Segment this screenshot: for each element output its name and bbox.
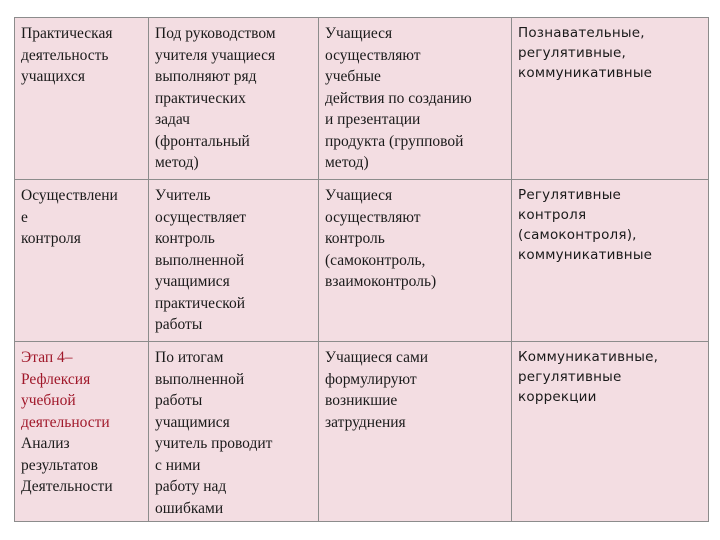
cell-line: коммуникативные — [518, 247, 653, 263]
cell-line: учащимися — [155, 273, 230, 290]
cell-line: взаимоконтроль) — [325, 273, 437, 290]
cell-line: и презентации — [325, 111, 421, 128]
stage-heading-line: учебной — [21, 392, 76, 409]
cell-line: Познавательные, — [518, 25, 645, 41]
stage-cell — [15, 18, 149, 180]
cell-line: осуществляют — [325, 46, 421, 64]
cell-line: Практическая — [21, 25, 113, 42]
teacher-activity-cell — [149, 342, 319, 522]
cell-line: формулируют — [325, 370, 417, 388]
cell-line: Деятельности — [21, 478, 113, 495]
cell-line: выполняют ряд — [155, 68, 257, 85]
stage-heading-line: деятельности — [21, 413, 110, 431]
cell-line: Учитель — [155, 187, 211, 204]
table-row — [15, 18, 709, 180]
uud-cell — [512, 18, 709, 180]
cell-line: работы — [155, 392, 203, 409]
cell-line: метод) — [325, 154, 369, 171]
cell-line: Учащиеся — [325, 187, 393, 204]
cell-line: осуществляют — [325, 208, 421, 226]
cell-line: Коммуникативные, — [518, 349, 659, 365]
cell-line: задач — [155, 111, 190, 128]
cell-line: Учащиеся — [325, 25, 393, 42]
cell-line: с ними — [155, 456, 201, 474]
cell-line: ошибками — [155, 499, 224, 517]
cell-line: действия по созданию — [325, 89, 472, 107]
cell-line: учителя учащиеся — [155, 46, 276, 64]
teacher-activity-cell — [149, 180, 319, 342]
cell-line: учитель проводит — [155, 435, 273, 452]
cell-line: контроля — [21, 230, 81, 247]
cell-line: По итогам — [155, 349, 224, 366]
uud-cell — [512, 180, 709, 342]
cell-line: деятельность — [21, 46, 109, 64]
cell-line: продукта (групповой — [325, 132, 464, 150]
cell-line: метод) — [155, 154, 199, 171]
lesson-stages-table — [14, 17, 709, 522]
table-row — [15, 342, 709, 522]
stage-heading-line: Рефлексия — [21, 370, 91, 388]
cell-line: учащимися — [155, 413, 230, 431]
cell-line: (самоконтроля), — [518, 227, 637, 243]
uud-cell — [512, 342, 709, 522]
stage-cell — [15, 180, 149, 342]
cell-line: осуществляет — [155, 208, 247, 226]
cell-line: учебные — [325, 68, 381, 85]
cell-line: работу над — [155, 478, 227, 495]
cell-line: е — [21, 208, 28, 226]
cell-line: Регулятивные — [518, 187, 622, 203]
stage-cell — [15, 342, 149, 522]
cell-line: (самоконтроль, — [325, 251, 426, 269]
cell-line: выполненной — [155, 251, 245, 269]
student-activity-cell — [319, 180, 512, 342]
cell-line: практической — [155, 294, 246, 312]
cell-line: (фронтальный — [155, 132, 250, 150]
teacher-activity-cell — [149, 18, 319, 180]
cell-line: контроль — [325, 230, 385, 247]
cell-line: коммуникативные — [518, 65, 653, 81]
cell-line: учащихся — [21, 68, 85, 85]
cell-line: возникшие — [325, 392, 398, 409]
cell-line: коррекции — [518, 389, 597, 405]
student-activity-cell — [319, 18, 512, 180]
page — [14, 17, 708, 521]
student-activity-cell — [319, 342, 512, 522]
cell-line: контроля — [518, 207, 587, 223]
cell-line: Под руководством — [155, 25, 276, 42]
table-row — [15, 180, 709, 342]
cell-line: работы — [155, 316, 203, 333]
cell-line: результатов — [21, 456, 98, 474]
stage-heading-line: Этап 4– — [21, 349, 73, 366]
cell-line: Учащиеся сами — [325, 349, 429, 366]
cell-line: регулятивные, — [518, 45, 626, 61]
cell-line: регулятивные — [518, 369, 622, 385]
cell-line: контроль — [155, 230, 215, 247]
cell-line: Анализ — [21, 435, 70, 452]
cell-line: практических — [155, 89, 246, 107]
cell-line: затруднения — [325, 413, 406, 431]
cell-line: Осуществлени — [21, 187, 118, 204]
cell-line: выполненной — [155, 370, 245, 388]
